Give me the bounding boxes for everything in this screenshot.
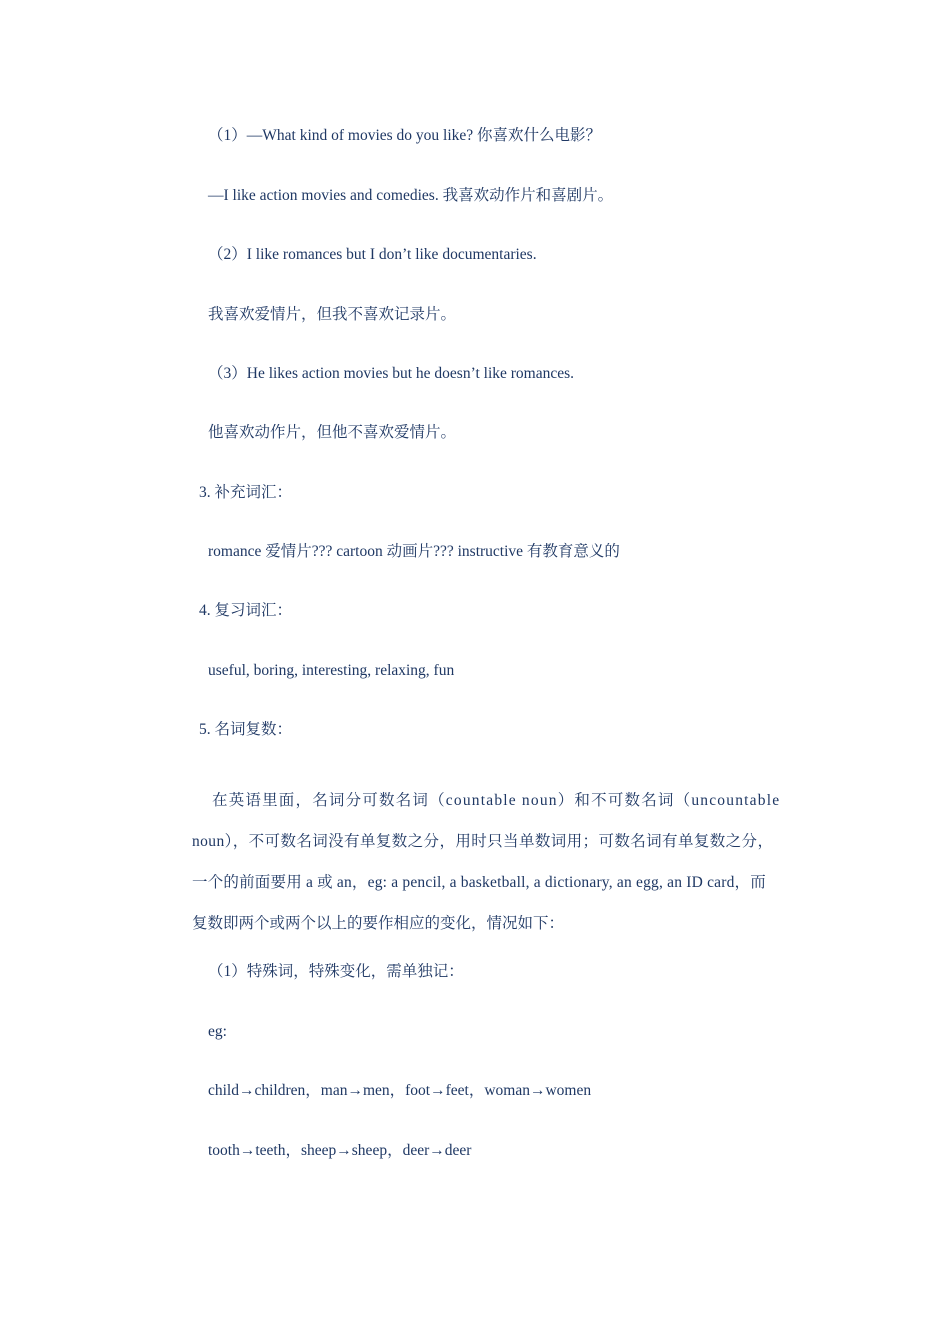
irregular-plural-row-2: tooth→teeth，sheep→sheep，deer→deer [208, 1142, 472, 1159]
paragraph-line: 复数即两个或两个以上的要作相应的变化，情况如下： [192, 915, 565, 932]
example-2-english: （2）I like romances but I don’t like documentaries. [208, 246, 537, 263]
paragraph-line: 一个的前面要用 a 或 an，eg: a pencil, a basketball, a dictionary, an egg, an ID card，而 [192, 874, 766, 891]
example-3-chinese: 他喜欢动作片，但他不喜欢爱情片。 [208, 424, 457, 441]
eg-label: eg: [208, 1023, 227, 1040]
section-3-vocabulary: romance 爱情片??? cartoon 动画片??? instructive 有教育意义的 [208, 543, 620, 560]
paragraph-line: 在英语里面，名词分可数名词（countable noun）和不可数名词（uncountable [212, 792, 781, 809]
example-1-answer: —I like action movies and comedies. 我喜欢动作片和喜剧片。 [208, 187, 614, 204]
section-5-heading: 5. 名词复数： [199, 721, 293, 738]
example-2-chinese: 我喜欢爱情片，但我不喜欢记录片。 [208, 306, 457, 323]
example-1-question: （1）—What kind of movies do you like? 你喜欢什么电影？ [208, 127, 602, 144]
example-3-english: （3）He likes action movies but he doesn’t like romances. [208, 365, 575, 382]
section-3-heading: 3. 补充词汇： [199, 484, 293, 501]
paragraph-line: noun），不可数名词没有单复数之分，用时只当单数词用；可数名词有单复数之分， [192, 833, 774, 850]
section-4-heading: 4. 复习词汇： [199, 602, 293, 619]
irregular-plural-row-1: child→children，man→men，foot→feet，woman→women [208, 1082, 592, 1099]
section-4-vocabulary: useful, boring, interesting, relaxing, fun [208, 662, 455, 679]
subsection-1-heading: （1）特殊词，特殊变化，需单独记： [208, 963, 464, 980]
plural-nouns-paragraph [192, 780, 816, 944]
